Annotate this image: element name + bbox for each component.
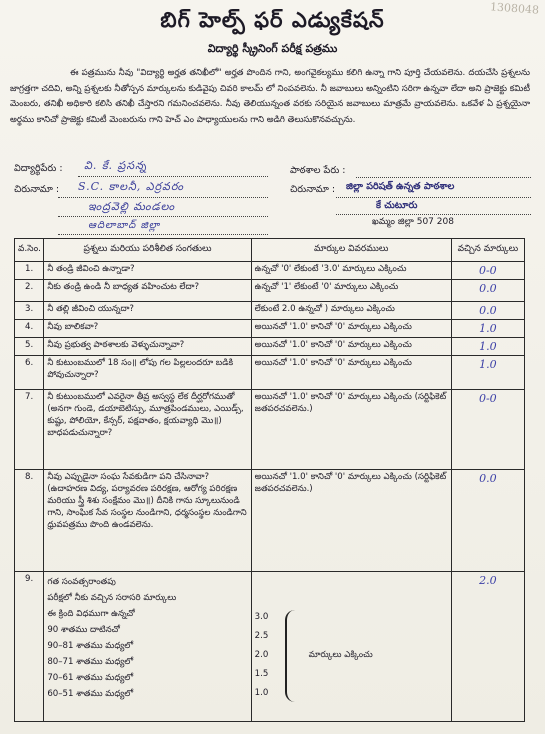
row-mark-detail: అయినచో '1.0' కానిచో '0' మార్కులు ఎక్కించు <box>251 338 451 356</box>
scale-description: మార్కులు ఎక్కించు <box>308 650 373 660</box>
question-line: 60–51 శాతము మధ్యలో <box>47 689 134 699</box>
school-address-line <box>336 197 531 198</box>
school-name-label: పాఠశాల పేరు : <box>290 165 346 176</box>
table-row <box>15 572 525 722</box>
student-name-line <box>78 176 268 177</box>
school-address-stamp-2: కే చుటూరు <box>376 200 418 211</box>
row-marks-obtained[interactable]: 1.0 <box>451 320 524 338</box>
brace-mark <box>285 610 297 702</box>
row-mark-detail: లేకుంటే 2.0 ఉన్నచో ) మార్కులు ఎక్కించు <box>251 302 451 320</box>
row-mark-detail: అయినచో '1.0' కానిచో '0' మార్కులు ఎక్కించు (సర్టిఫికెట్ జతపరచవలెను.) <box>251 390 451 470</box>
page-title: బిగ్ హెల్ప్ ఫర్ ఎడ్యుకేషన్ <box>160 8 385 32</box>
row-question: నీ తల్లి జీవించి యున్నదా? <box>44 302 251 320</box>
scale-value: 2.0 <box>254 650 269 660</box>
instructions-paragraph: ఈ పత్రమును నీవు "విద్యార్థి అర్హత తనిఖీలో" అర్హత పొందిన గాని, అంగవైకల్యము కలిగి ఉన్నా గాని పూర్తి చేయవలెను. దయచేసి ప్రశ్నలను జాగ్రత్తగా చదివి, అన్ని ప్రశ్నలకు నీతోస్పన మార్కులను కుడివైపు చివరి కాలమ్ లో నింపవలెను. నీ జవాబులు అన్నింటిని సరిగా ఉన్నవా లేదా అని ప్రాజెక్టు కమిటీ మెంబరు, తనిఖీ అధికారి కలిసి తనిఖీ చేస్తారని గమనించవలెను. నీవు తెలియున్నంత వరకు సరియైన జవాబులు మాత్రమే వ్రాయవలెను. ఒకవేళ ఏ ప్రశ్నయైనా అర్థము కానిచో ప్రాజెక్టు కమిటీ మెంబరును గాని హెచ్ ఎం పాధ్యాయులను గాని అడిగి తెలుసుకొనవచ్చును. <box>10 68 530 125</box>
row-question: నీ కుటుంబములో 18 సం॥ లోపు గల పిల్లలందరూ బడికి పోవుచున్నారా? <box>44 356 251 390</box>
row-marks-obtained[interactable]: 0.0 <box>451 470 524 572</box>
row-marks-obtained[interactable]: 0.0 <box>451 280 524 302</box>
table-header-row <box>15 239 525 262</box>
header-marks-obtained: వచ్చిన మార్కులు <box>451 239 524 262</box>
question-line: 80–71 శాతము మధ్యలో <box>47 657 134 667</box>
row-number: 4. <box>15 320 44 338</box>
average-marks-question <box>47 574 247 702</box>
row-number: 2. <box>15 280 44 302</box>
row-question: నీ తండ్రి జీవించి ఉన్నాడా? <box>44 262 251 280</box>
row-number: 3. <box>15 302 44 320</box>
question-line: ఈ క్రింది విధముగా ఉన్నచో <box>47 609 135 619</box>
school-name-line <box>356 177 531 178</box>
scale-values <box>255 608 269 703</box>
address-line-2 <box>58 216 268 217</box>
table-row <box>15 302 525 320</box>
row-number: 7. <box>15 390 44 470</box>
row-marks-obtained[interactable]: 0-0 <box>451 262 524 280</box>
row-marks-obtained[interactable]: 1.0 <box>451 338 524 356</box>
address-line-1 <box>58 197 268 198</box>
marks-table <box>14 238 525 722</box>
table-row <box>15 390 525 470</box>
address-value-3[interactable]: ఆదిలాబాద్ జిల్లా <box>88 220 161 231</box>
question-line: గత సంవత్సరాంతపు <box>47 577 116 587</box>
table-row <box>15 356 525 390</box>
address-value-2[interactable]: ఇంద్రవెల్లి మండలం <box>88 200 176 213</box>
table-row <box>15 338 525 356</box>
page-subtitle: విద్యార్థి స్క్రీనింగ్ పరీక్ష పత్రము <box>207 42 338 55</box>
table-row <box>15 262 525 280</box>
school-address-stamp-3: ఖమ్మం జిల్లా 507 208 <box>372 217 454 227</box>
scale-value: 1.5 <box>254 669 269 679</box>
question-line: 70–61 శాతము మధ్యలో <box>47 673 134 683</box>
corner-stamp-number: 1308048 <box>489 0 540 17</box>
row-marks-obtained[interactable]: 2.0 <box>451 572 524 722</box>
row-number: 5. <box>15 338 44 356</box>
row-question: నీవు ఎప్పుడైనా సంఘ సేవకుడిగా పని చేసినావా? (ఉదాహరణ విద్య, పర్యావరణ పరిరక్షణ, ఆరోగ్య పరిరక్షణ మరియు స్త్రీ శిశు సంక్షేమం మొ॥) దీనికి గాను స్కూలునుండి గాని, సాంఘిక సేవ సంస్థల నుండిగాని, ధర్మసంస్థల నుండిగాని ధ్రువపత్రము పొంది ఉండవలెను. <box>44 470 251 572</box>
header-mark-details: మార్కుల వివరములు <box>251 239 451 262</box>
row-question: నీవు బాలికవా? <box>44 320 251 338</box>
header-questions: ప్రశ్నలు మరియు పరిశీలిత సంగతులు <box>44 239 251 262</box>
row-number: 8. <box>15 470 44 572</box>
row-question <box>44 572 251 722</box>
question-line: 90 శాతము దాటినచో <box>47 625 120 635</box>
student-name-value[interactable]: వి. కే. ప్రసన్న <box>84 159 148 172</box>
marks-scale <box>255 574 448 719</box>
table-row <box>15 470 525 572</box>
school-address-line-2 <box>336 214 531 215</box>
school-address-label: చిరునామా : <box>290 184 336 195</box>
row-marks-obtained[interactable]: 0-0 <box>451 390 524 470</box>
scale-value: 3.0 <box>254 612 269 622</box>
address-line-3 <box>58 234 268 235</box>
table-row <box>15 280 525 302</box>
row-marks-obtained[interactable]: 0.0 <box>451 302 524 320</box>
question-line: పరీక్షలో నీకు వచ్చిన సరాసరి మార్కులు <box>47 593 177 603</box>
address-label: చిరునామా : <box>14 184 60 195</box>
student-name-label: విద్యార్థిపేరు : <box>14 163 63 174</box>
scale-value: 1.0 <box>254 688 269 698</box>
row-question: నీవు ప్రభుత్వ పాఠశాలకు వెళ్ళుచున్నావా? <box>44 338 251 356</box>
row-mark-detail: అయినచో '1.0' కానిచో '0' మార్కులు ఎక్కించు (సర్టిఫికెట్ జతపరచవలెను.) <box>251 470 451 572</box>
address-value-1[interactable]: S.C. కాలనీ, ఎర్రవరం <box>78 180 184 193</box>
row-number: 1. <box>15 262 44 280</box>
school-address-stamp: జిల్లా పరిషత్ ఉన్నత పాఠశాల <box>346 181 455 192</box>
row-mark-detail: అయినచో '1.0' కానిచో '0' మార్కులు ఎక్కించు <box>251 356 451 390</box>
row-number: 9. <box>15 572 44 722</box>
header-serial: వ.సెం. <box>15 239 44 262</box>
row-mark-detail: అయినచో '1.0' కానిచో '0' మార్కులు ఎక్కించు <box>251 320 451 338</box>
row-mark-detail: ఉన్నచో '0' లేకుంటే '3.0' మార్కులు ఎక్కించు <box>251 262 451 280</box>
row-mark-detail: ఉన్నచో '1' లేకుంటే '0' మార్కులు ఎక్కించు <box>251 280 451 302</box>
row-question: నీ కుటుంబములో ఎవరైనా తీవ్ర అస్వస్థ లేక దీర్ఘరోగముతో (అనగా గుండె, డయాబెటిస్సు, మూత్రపిండములు, ఎయిడ్స్, కుష్టు, పోలియో, కేన్సర్, పక్షవాతం, క్షయవ్యాధి మొ॥) బాధపడుచున్నారా? <box>44 390 251 470</box>
row-mark-detail <box>251 572 451 722</box>
row-number: 6. <box>15 356 44 390</box>
question-line: 90–81 శాతము మధ్యలో <box>47 641 134 651</box>
table-row <box>15 320 525 338</box>
scale-value: 2.5 <box>254 631 269 641</box>
row-marks-obtained[interactable]: 1.0 <box>451 356 524 390</box>
row-question: నీకు తండ్రి ఉండి నీ బాధ్యత వహించుట లేదా? <box>44 280 251 302</box>
